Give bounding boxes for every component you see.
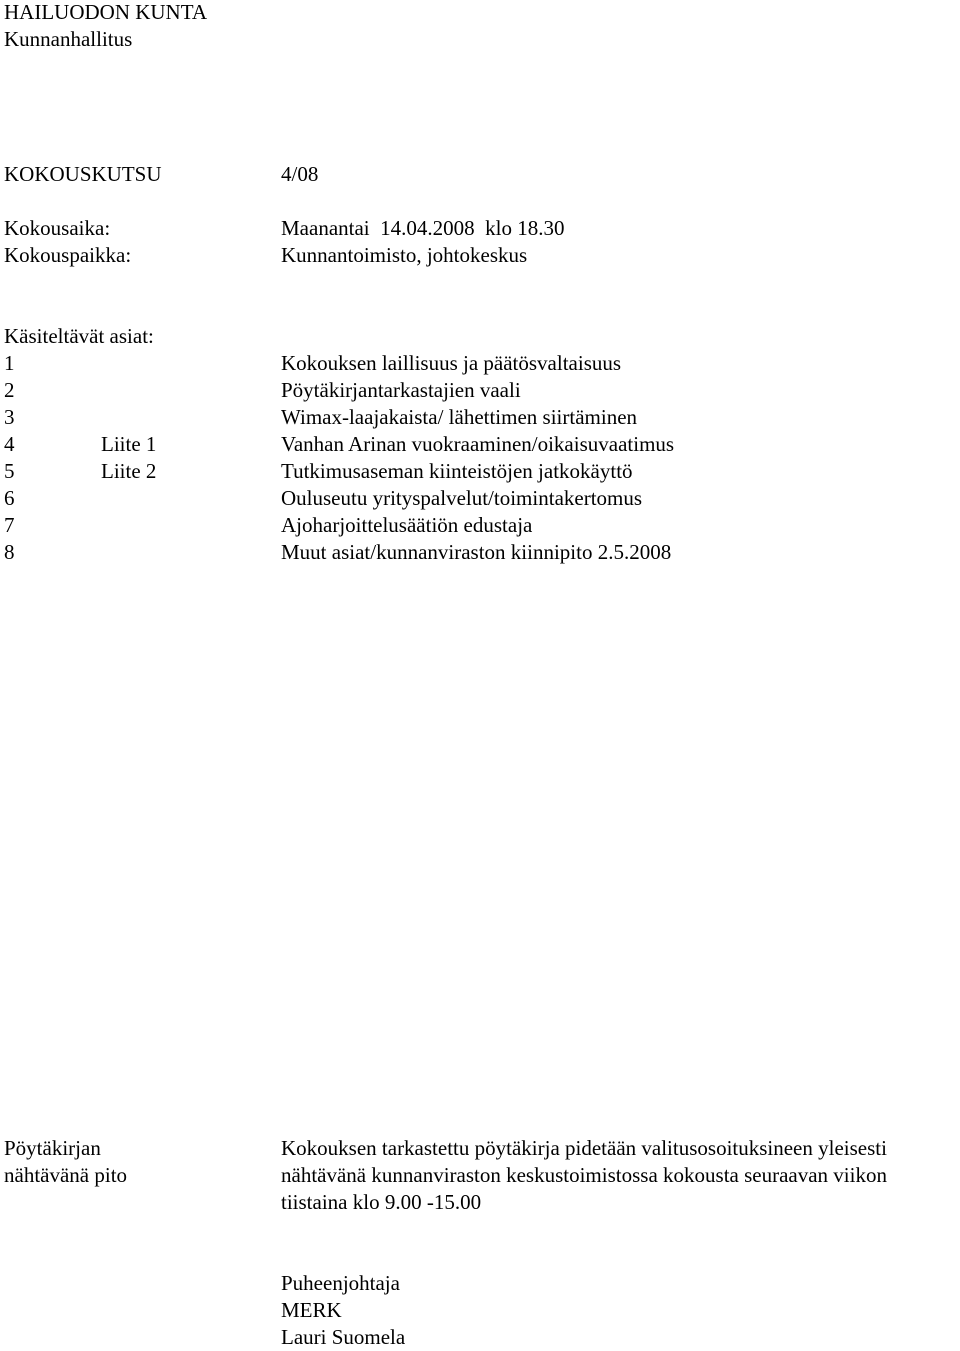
agenda-heading: Käsiteltävät asiat: (4, 324, 154, 348)
agenda-item-text: Pöytäkirjantarkastajien vaali (281, 378, 521, 402)
agenda-item-text: Vanhan Arinan vuokraaminen/oikaisuvaatimus (281, 432, 675, 456)
agenda-item-number: 8 (4, 540, 15, 564)
agenda-item-text: Tutkimusaseman kiinteistöjen jatkokäyttö (281, 459, 633, 483)
agenda-item-number: 5 (4, 459, 15, 483)
notice-title: KOKOUSKUTSU (4, 162, 162, 186)
agenda-item-text: Muut asiat/kunnanviraston kiinnipito 2.5.2008 (281, 540, 672, 564)
minutes-text-line1: Kokouksen tarkastettu pöytäkirja pidetään valitusosoituksineen yleisesti (281, 1136, 887, 1160)
agenda-item-number: 4 (4, 432, 15, 456)
agenda-item-text: Ajoharjoittelusäätiön edustaja (281, 513, 533, 537)
signature-mark: MERK (281, 1298, 342, 1322)
organization-name: HAILUODON KUNTA (4, 0, 208, 24)
minutes-text-line3: tiistaina klo 9.00 -15.00 (281, 1190, 482, 1214)
agenda-item-attachment: Liite 1 (101, 432, 157, 456)
signature-name: Lauri Suomela (281, 1325, 406, 1349)
minutes-text-line2: nähtävänä kunnanviraston keskustoimistossa kokousta seuraavan viikon (281, 1163, 887, 1187)
minutes-label-line2: nähtävänä pito (4, 1163, 128, 1187)
signature-role: Puheenjohtaja (281, 1271, 400, 1295)
agenda-item-number: 2 (4, 378, 15, 402)
agenda-item-number: 7 (4, 513, 15, 537)
minutes-label-line1: Pöytäkirjan (4, 1136, 101, 1160)
agenda-item-number: 1 (4, 351, 15, 375)
meeting-place-label: Kokouspaikka: (4, 243, 132, 267)
agenda-item-text: Ouluseutu yrityspalvelut/toimintakertomus (281, 486, 643, 510)
agenda-item-attachment: Liite 2 (101, 459, 157, 483)
agenda-item-text: Wimax-laajakaista/ lähettimen siirtäminen (281, 405, 638, 429)
organization-body: Kunnanhallitus (4, 27, 133, 51)
meeting-time-label: Kokousaika: (4, 216, 111, 240)
meeting-place-value: Kunnantoimisto, johtokeskus (281, 243, 528, 267)
meeting-time-value: Maanantai 14.04.2008 klo 18.30 (281, 216, 565, 240)
agenda-item-number: 6 (4, 486, 15, 510)
agenda-item-text: Kokouksen laillisuus ja päätösvaltaisuus (281, 351, 622, 375)
agenda-item-number: 3 (4, 405, 15, 429)
notice-number: 4/08 (281, 162, 319, 186)
